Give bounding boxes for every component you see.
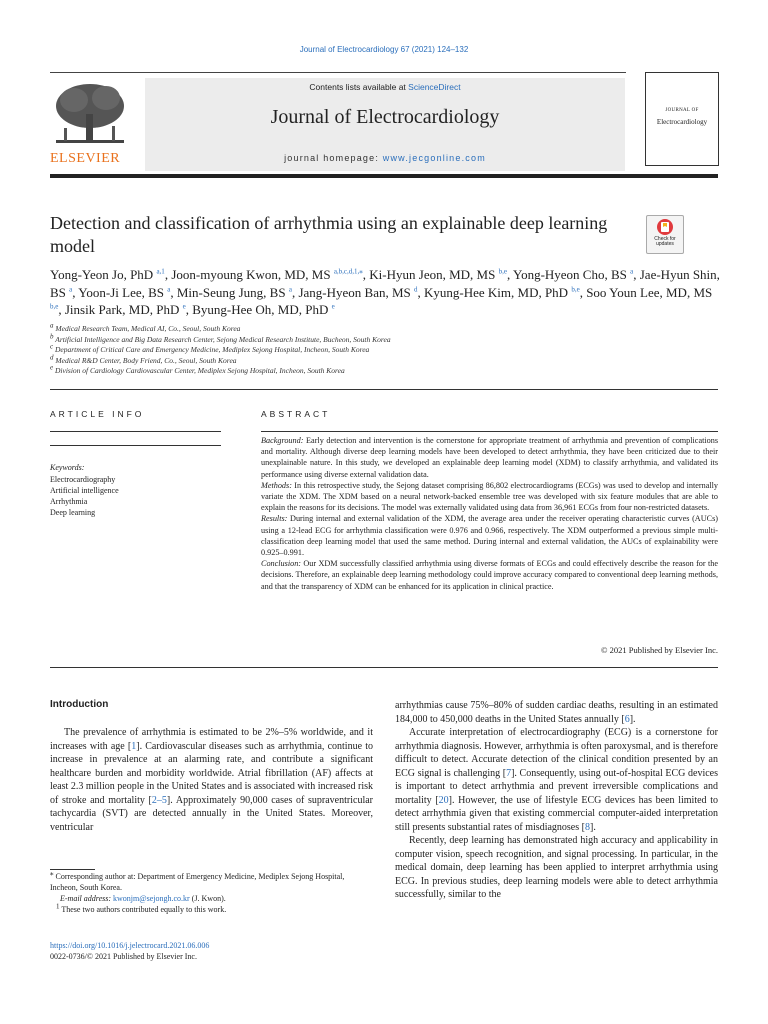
citation-link[interactable]: 7 — [506, 767, 512, 779]
crossmark-icon — [656, 218, 674, 236]
abstract-text: Our XDM successfully classified arrhythmia using diverse formats of ECGs and could effectively describe the reason for the decisions. Therefore, an explainable deep learning methodology could improve accuracy compared to conventional deep learning methods, and that the transparency of XDM can be enhanced for its application in clinical practice. — [261, 559, 718, 591]
text: arrhythmias cause 75%–80% of sudden cardiac deaths, resulting in an estimated 184,000 to 450,000 deaths in the United States annually [ — [395, 700, 718, 725]
affiliation-text: Medical R&D Center, Body Friend, Co., Seoul, South Korea — [55, 355, 237, 365]
affiliation-text: Division of Cardiology Cardiovascular Center, Mediplex Sejong Hospital, Incheon, South Korea — [54, 366, 345, 375]
abstract-heading: ABSTRACT — [261, 409, 331, 419]
affiliation-key: c — [50, 342, 54, 351]
homepage-link[interactable]: www.jecgonline.com — [382, 153, 486, 163]
contents-line — [145, 82, 625, 92]
author-affiliation-mark[interactable]: a — [69, 285, 73, 294]
author-affiliation-mark[interactable]: e — [182, 302, 186, 311]
text: ]. Consequently, using out-of-hospital ECG devices is important to detect arrhythmia and prevent irreversible complications and mortality [ — [395, 767, 719, 806]
email-suffix: (J. Kwon). — [191, 894, 226, 903]
paragraph — [395, 726, 718, 834]
crossmark-label — [647, 237, 683, 247]
keyword: Electrocardiography — [50, 475, 116, 484]
author-name: Joon-myoung Kwon, MD, MS — [171, 267, 331, 282]
citation-link[interactable]: 8 — [584, 821, 590, 833]
section-heading-introduction: Introduction — [50, 699, 109, 710]
divider — [50, 431, 221, 432]
author-affiliation-mark[interactable]: a — [167, 285, 171, 294]
paragraph — [395, 699, 718, 726]
abstract-text: Early detection and intervention is the cornerstone for appropriate treatment of arrhythmia and prevention of complications and mortality. Although diverse deep learning models have been developed to detect arrhythmia, they have been criticized due to their unexplainable nature. In this study, we developed an explainable deep learning model (XDM) to classify arrhythmia, and validated its performance using diverse external validation data. — [261, 436, 718, 479]
author[interactable] — [424, 285, 580, 300]
footnote-mark: 1 — [56, 902, 60, 911]
author[interactable] — [192, 302, 335, 317]
author-name: Yong-Hyeon Cho, BS — [512, 267, 627, 282]
author-affiliation-mark[interactable]: a — [630, 267, 634, 276]
article-info-heading: ARTICLE INFO — [50, 409, 145, 419]
keyword: Deep learning — [50, 508, 96, 517]
divider — [261, 431, 718, 432]
footnotes — [50, 871, 373, 915]
journal-name: Journal of Electrocardiology — [270, 106, 500, 128]
homepage-line — [145, 153, 625, 163]
author-name: Min-Seung Jung, BS — [176, 284, 286, 300]
affiliation-key: d — [50, 353, 54, 361]
affiliation — [50, 363, 650, 377]
author-name: Yoon-Ji Lee, BS — [78, 284, 165, 300]
abstract-methods — [261, 480, 718, 514]
author[interactable] — [78, 285, 170, 300]
article-title: Detection and classification of arrhythmia using an explainable deep learning model — [50, 213, 608, 256]
footnote-email — [50, 893, 373, 904]
abstract-label: Conclusion: — [261, 559, 302, 569]
author-affiliation-mark[interactable]: e — [331, 302, 335, 311]
abstract-results — [261, 513, 718, 558]
affiliation — [50, 353, 650, 367]
author-affiliation-mark[interactable]: a — [288, 285, 292, 294]
author-affiliation-mark[interactable]: b,e — [571, 285, 580, 294]
affiliation-text: Department of Critical Care and Emergency Medicine, Mediplex Sejong Hospital, Incheon, South Korea — [54, 345, 370, 354]
elsevier-logo[interactable]: ELSEVIER — [50, 151, 121, 166]
footnote-corresponding — [50, 871, 373, 893]
author-name: Jinsik Park, MD, PhD — [64, 302, 180, 317]
affiliation-key: a — [50, 321, 54, 330]
author-list: Yong-Yeon Jo, PhD $^{a,1}$, Joon-myoung Kwon, MD, MS $^{a,b,c,d,1,⁎}$, Ki-Hyun Jeon, MD, MS $^{b,e}$, Yong-Hyeon Cho, BS $^a$, Jae-Hyun Shin, BS $^a$, Yoon-Ji Lee, BS $^a$, Min-Seung Jung, BS $^a$, Jang-Hyeon Ban, MS $^d$, Kyung-Hee Kim, MD, PhD $^{b,e}$, Soo Youn Lee, MD, MS $^{b,e}$, Jinsik Park, MD, PhD $^e$, Byung-Hee Oh, MD, PhD $^e$ — [50, 267, 720, 317]
abstract-text: During internal and external validation of the XDM, the average area under the receiver operating characteristic curves (AUCs) using a 12-lead ECG for arrhythmia classification were 0.976 and 0.966, respectively. The XDM outperformed a previous simple multi-classification deep learning model that used the same method. During internal and external validation, the AUCs of explainability were 0.925–0.991. — [261, 514, 718, 558]
author-affiliation-mark[interactable]: d — [414, 285, 418, 294]
abstract-label: Background: — [261, 436, 304, 445]
crossmark-button[interactable] — [646, 215, 684, 254]
doi-link[interactable]: https://doi.org/10.1016/j.jelectrocard.2021.06.006 — [50, 941, 210, 950]
author[interactable] — [298, 285, 417, 300]
keywords-list — [50, 474, 119, 518]
abstract-text: In this retrospective study, the Sejong dataset comprising 86,802 electrocardiograms (ECGs) was used to develop and internally variate the XDM. The XDM based on a neural network-backed ensemble tree was developed with six feature modules that are able to explain the reasons for its decisions. The model was externally validated using data from 36,961 ECGs from four non-restricted datasets. — [261, 480, 718, 513]
homepage-prefix: journal homepage: — [284, 153, 383, 163]
author[interactable] — [65, 302, 186, 317]
affiliation-key: b — [50, 332, 54, 340]
text: ]. Approximately 90,000 cases of supraventricular tachycardia (SVT) are detected annually in the United States. Moreover, ventricular — [50, 794, 373, 833]
citation-link[interactable]: 6 — [624, 713, 630, 725]
footnote-rule — [50, 869, 95, 870]
crossmark-line2: updates — [656, 241, 674, 247]
abstract-label: Results: — [261, 514, 288, 524]
author-name: Ki-Hyun Jeon, MD, MS — [369, 267, 496, 282]
citation-link[interactable]: 2–5 — [151, 794, 167, 806]
affiliation — [50, 321, 650, 335]
divider — [50, 667, 718, 668]
author[interactable] — [171, 267, 362, 282]
text: ]. Cardiovascular diseases such as arrhythmia, continue to increase in prevalence at an alarming rate, and contribute a significant healthcare burden and morbidity worldwide. Atrial fibrillation (AF) affects at least 2.3 million people in the United States and is associated with increased risk of stroke and mortality [ — [50, 740, 373, 806]
author-name: Yong-Yeon Jo, PhD — [50, 267, 154, 282]
issn-line: 0022-0736/© 2021 Published by Elsevier Inc. — [50, 952, 197, 961]
cover-line2: Electrocardiology — [656, 118, 708, 126]
divider — [50, 445, 221, 446]
body-column-right — [395, 699, 718, 902]
affiliation-text: Artificial Intelligence and Big Data Research Center, Sejong Medical Research Institute, Bucheon, South Korea — [55, 334, 391, 344]
elsevier-tree-icon — [50, 78, 130, 150]
copyright: © 2021 Published by Elsevier Inc. — [601, 645, 718, 655]
author-affiliation-mark[interactable]: a,1 — [156, 267, 165, 276]
affiliation — [50, 332, 650, 346]
email-link[interactable]: kwonjm@sejongh.co.kr — [113, 894, 190, 903]
paragraph — [50, 726, 373, 834]
header-thick-rule — [50, 174, 718, 178]
footnote-text: These two authors contributed equally to this work. — [61, 905, 227, 914]
header-rule — [50, 72, 626, 73]
keywords-label: Keywords: — [50, 463, 85, 472]
citation-link[interactable]: 20 — [438, 794, 449, 806]
author[interactable] — [513, 267, 633, 282]
doi-block — [50, 940, 209, 962]
text: Accurate interpretation of electrocardiography (ECG) is a cornerstone for arrhythmia diagnosis. However, arrhythmia is often paroxysmal, and is therefore difficult to detect. Accurate detection of the clinical condition presented by an ECG signal is challenging [ — [395, 727, 718, 779]
author[interactable] — [50, 267, 165, 282]
author-name: Jae-Hyun Shin, BS — [50, 267, 720, 300]
paragraph: Recently, deep learning has demonstrated high accuracy and applicability in computer vision, speech recognition, and signal processing. In particular, in the medical domain, deep learning has been applied to interpret arrhythmia using ECG. In previous studies, deep learning models were able to detect arrhythmia successfully, similar to the — [395, 835, 718, 900]
author[interactable] — [177, 285, 292, 300]
author[interactable] — [369, 267, 507, 282]
abstract-label: Methods: — [261, 480, 292, 490]
body-column-left — [50, 726, 373, 834]
sciencedirect-link[interactable]: ScienceDirect — [408, 82, 461, 92]
email-label: E-mail address: — [60, 894, 112, 903]
footnote-mark: ⁎ — [50, 869, 54, 878]
affiliation — [50, 342, 650, 356]
author-name: Soo Youn Lee, MD, MS — [586, 284, 713, 300]
affiliation-list — [50, 321, 650, 377]
author-affiliation-mark[interactable]: b,e — [50, 302, 59, 311]
author-name: Jang-Hyeon Ban, MS — [298, 284, 411, 300]
citation-link[interactable]: 1 — [131, 740, 137, 752]
crossmark-line1: Check for — [654, 236, 676, 242]
text: The prevalence of arrhythmia is estimated to be 2%–5% worldwide, and it increases with age [ — [50, 727, 373, 752]
footnote-text: Corresponding author at: Department of Emergency Medicine, Mediplex Sejong Hospital, Incheon, South Korea. — [50, 872, 345, 892]
affiliation-text: Medical Research Team, Medical AI, Co., Seoul, South Korea — [55, 324, 241, 333]
cover-line1: JOURNAL OF — [665, 108, 699, 113]
author-name: Byung-Hee Oh, MD, PhD — [192, 302, 329, 317]
text: ]. — [589, 821, 596, 833]
keyword: Arrhythmia — [50, 497, 88, 506]
author-name: Kyung-Hee Kim, MD, PhD — [424, 284, 569, 300]
divider — [50, 389, 718, 390]
footnote-equal — [50, 904, 373, 915]
text: ]. However, the use of lifestyle ECG devices has been limited to detect arrhythmia given that existing commercial computer-aided interpretation still presents substantial rates of misdiagnoses [ — [395, 794, 718, 833]
author-affiliation-mark[interactable]: b,e — [498, 267, 507, 276]
journal-citation[interactable]: Journal of Electrocardiology 67 (2021) 124–132 — [299, 45, 469, 54]
author-affiliation-mark[interactable]: a,b,c,d,1,⁎ — [333, 267, 363, 276]
affiliation-key: e — [50, 363, 54, 372]
abstract-conclusion — [261, 558, 718, 592]
abstract-body — [261, 435, 718, 592]
contents-prefix: Contents lists available at — [309, 82, 409, 92]
journal-cover[interactable] — [645, 72, 719, 166]
abstract-background — [261, 435, 718, 480]
keyword: Artificial intelligence — [50, 486, 119, 495]
text: ]. — [629, 713, 636, 725]
